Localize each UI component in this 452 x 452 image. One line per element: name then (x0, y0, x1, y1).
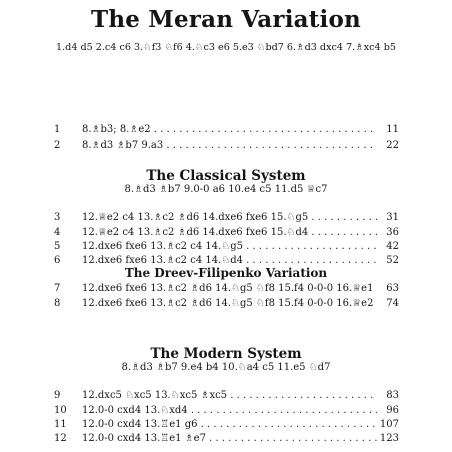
toc-entry[interactable] (0, 418, 452, 431)
entry-page: 63 (377, 282, 399, 295)
toc-entry[interactable] (0, 240, 452, 253)
entry-page: 31 (377, 211, 399, 224)
toc-entry[interactable] (0, 139, 452, 152)
entry-page: 96 (377, 404, 399, 417)
entry-moves: 12.0-0 cxd4 13.♖e1 g6 . . . (82, 418, 392, 431)
toc-entry[interactable] (0, 282, 452, 295)
entry-number: 1 (54, 124, 61, 135)
entry-moves: 12.dxe6 fxe6 13.♗c2 ♗d6 14.♘g5 ♘f8 15.f4 0-0-0 16.♕e2 . . . (82, 297, 392, 310)
entry-moves: 12.dxc5 ♘xc5 13.♘xc5 ♗xc5 . . . (82, 389, 392, 402)
entry-number: 6 (54, 255, 61, 266)
main-line-moves: 1.d4 d5 2.c4 c6 3.♘f3 ♘f6 4.♘c3 e6 5.e3 ♘bd7 6.♗d3 dxc4 7.♗xc4 b5 (56, 42, 396, 53)
entry-moves: 12.dxe6 fxe6 13.♗c2 c4 14.♘d4 . . . (82, 254, 392, 267)
entry-moves: 12.♕e2 c4 13.♗c2 ♗d6 14.dxe6 fxe6 15.♘g5 . . . (82, 211, 392, 224)
entry-page: 22 (377, 139, 399, 152)
entry-number: 9 (54, 390, 61, 401)
entry-page: 107 (377, 418, 399, 431)
entry-number: 11 (54, 419, 67, 430)
section-title-modern: The Modern System (150, 346, 302, 362)
entry-page: 11 (377, 123, 399, 136)
toc-entry[interactable] (0, 226, 452, 239)
entry-page: 123 (377, 432, 399, 445)
entry-moves: 12.♕e2 c4 13.♗c2 ♗d6 14.dxe6 fxe6 15.♘d4 . . . (82, 226, 392, 239)
entry-number: 8 (54, 298, 61, 309)
entry-number: 12 (54, 433, 67, 444)
entry-moves: 12.0-0 cxd4 13.♖e1 ♗e7 . . . (82, 432, 392, 445)
entry-number: 4 (54, 227, 61, 238)
page-title: The Meran Variation (91, 6, 361, 33)
entry-number: 7 (54, 283, 61, 294)
entry-page: 83 (377, 389, 399, 402)
section-moves-classical: 8.♗d3 ♗b7 9.0-0 a6 10.e4 c5 11.d5 ♕c7 (124, 184, 328, 195)
toc-entry[interactable] (0, 432, 452, 445)
entry-page: 42 (377, 240, 399, 253)
entry-moves: 8.♗d3 ♗b7 9.a3 . . . (82, 139, 392, 152)
toc-entry[interactable] (0, 211, 452, 224)
section-title-dreev-filipenko: The Dreev-Filipenko Variation (124, 266, 328, 280)
entry-page: 52 (377, 254, 399, 267)
entry-moves: 12.0-0 cxd4 13.♘xd4 . . . (82, 404, 392, 417)
toc-entry[interactable] (0, 297, 452, 310)
toc-entry[interactable] (0, 123, 452, 136)
entry-page: 36 (377, 226, 399, 239)
entry-number: 3 (54, 212, 61, 223)
entry-page: 74 (377, 297, 399, 310)
entry-number: 5 (54, 241, 61, 252)
entry-number: 10 (54, 405, 67, 416)
entry-moves: 12.dxe6 fxe6 13.♗c2 ♗d6 14.♘g5 ♘f8 15.f4 0-0-0 16.♕e1 . . . (82, 282, 392, 295)
entry-moves: 12.dxe6 fxe6 13.♗c2 c4 14.♘g5 . . . (82, 240, 392, 253)
section-title-classical: The Classical System (146, 168, 306, 184)
entry-number: 2 (54, 140, 61, 151)
entry-moves: 8.♗b3; 8.♗e2 . . . (82, 123, 392, 136)
section-moves-modern: 8.♗d3 ♗b7 9.e4 b4 10.♘a4 c5 11.e5 ♘d7 (121, 362, 331, 373)
toc-entry[interactable] (0, 389, 452, 402)
toc-entry[interactable] (0, 404, 452, 417)
